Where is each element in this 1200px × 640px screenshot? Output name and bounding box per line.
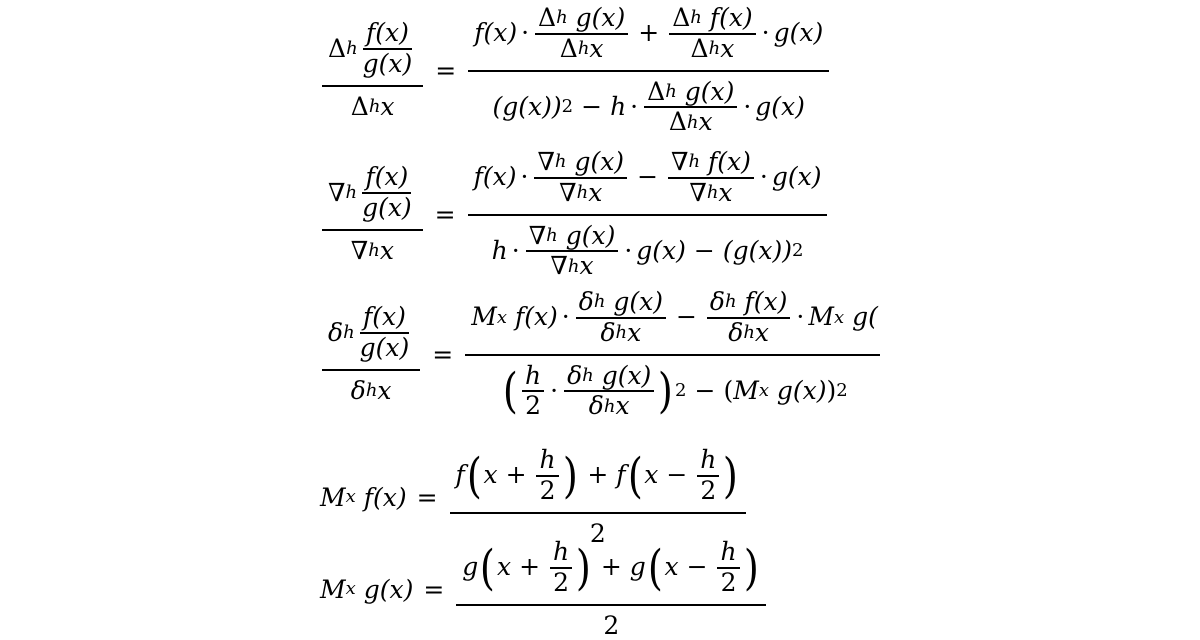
rhs-fraction <box>465 288 880 421</box>
equation-backward-difference-quotient <box>320 148 829 281</box>
rhs-denominator: (g(x)) 2 − h · Δ h g(x) Δ h x · g(x) <box>492 76 805 137</box>
delta-g-fraction: Δ h g(x) Δ h x <box>644 78 737 138</box>
rhs-fraction <box>468 148 828 281</box>
lhs-fraction <box>322 19 423 121</box>
delta-central-symbol: δ <box>328 317 344 347</box>
rhs-fraction <box>468 4 829 137</box>
equation-mean-operator-f: M x f(x) = f ( x + $\frac{h}{2}$ ) + f ( x − $\frac{h}{2}$ ) 2 <box>320 446 748 548</box>
lhs-fraction <box>322 163 423 265</box>
delta-f-fraction: Δ h f(x) Δ h x <box>669 4 755 64</box>
equals-sign: = <box>434 200 456 229</box>
equals-sign: = <box>423 574 445 604</box>
delta-g-fraction: Δ h g(x) Δ h x <box>535 4 628 64</box>
rhs-numerator: f(x) · ∇ h g(x) ∇ h x − ∇ h f(x) ∇ h x · g(x) <box>468 148 828 216</box>
rhs-denominator: h · ∇ h g(x) ∇ h x · g(x) − (g(x)) 2 <box>491 220 804 281</box>
equation-mean-operator-g: M x g(x) = g ( x + $\frac{h}{2}$ ) + g ( x − $\frac{h}{2}$ ) 2 <box>320 538 768 640</box>
nabla-g-fraction: ∇ h g(x) ∇ h x <box>534 148 627 208</box>
delta-g-fraction: δ h g(x) δ h x <box>564 362 654 422</box>
lhs-numerator: Δ h $\frac{f(x)}{g(x)}$ <box>322 19 423 87</box>
delta-symbol: Δ <box>328 33 347 63</box>
delta-f-fraction: δ h f(x) δ h x <box>707 288 790 348</box>
equals-sign: = <box>435 56 457 85</box>
lhs-denominator: ∇ h x <box>350 235 394 265</box>
rhs-denominator: ( $\frac{h}{2}$ · δ h g(x) δ h x ) 2 − ( M x g(x) ) 2 <box>503 360 848 421</box>
lhs-denominator: δ h x <box>350 375 392 405</box>
equals-sign: = <box>416 482 438 512</box>
equation-central-difference-quotient <box>320 288 880 421</box>
mean-f-fraction: f ( x + $\frac{h}{2}$ ) + f ( x − $\frac{h}{2}$ ) 2 <box>450 446 747 548</box>
nabla-symbol: ∇ <box>328 177 346 207</box>
f-over-g-fraction: $\frac{f(x)}{g(x)}$ <box>362 18 413 79</box>
equation-forward-difference-quotient <box>320 4 831 137</box>
lhs-numerator: δ h $\frac{f(x)}{g(x)}$ <box>322 303 420 371</box>
parenthesized-term: ( $\frac{h}{2}$ · δ h g(x) δ h x ) 2 <box>503 360 687 421</box>
clipped-text: g( <box>852 302 878 332</box>
h-over-2-fraction: $\frac{h}{2}$ <box>522 362 544 422</box>
mean-g-fraction: g ( x + $\frac{h}{2}$ ) + g ( x − $\frac{h}{2}$ ) 2 <box>456 538 766 640</box>
f-over-g-fraction: $\frac{f(x)}{g(x)}$ <box>359 302 410 363</box>
rhs-numerator: M x f(x) · δ h g(x) δ h x − δ h f(x) δ h x · M x g( <box>465 288 880 356</box>
delta-g-fraction: δ h g(x) δ h x <box>576 288 666 348</box>
equals-sign: = <box>432 340 454 369</box>
rhs-numerator: f(x) · Δ h g(x) Δ h x + Δ h f(x) Δ h x · g(x) <box>468 4 829 72</box>
nabla-g-fraction: ∇ h g(x) ∇ h x <box>526 222 619 282</box>
f-over-g-fraction: $\frac{f(x)}{g(x)}$ <box>362 162 412 223</box>
lhs-fraction <box>322 303 420 405</box>
lhs-denominator: Δ h x <box>350 91 395 121</box>
lhs-numerator: ∇ h $\frac{f(x)}{g(x)}$ <box>322 163 423 231</box>
nabla-f-fraction: ∇ h f(x) ∇ h x <box>668 148 754 208</box>
